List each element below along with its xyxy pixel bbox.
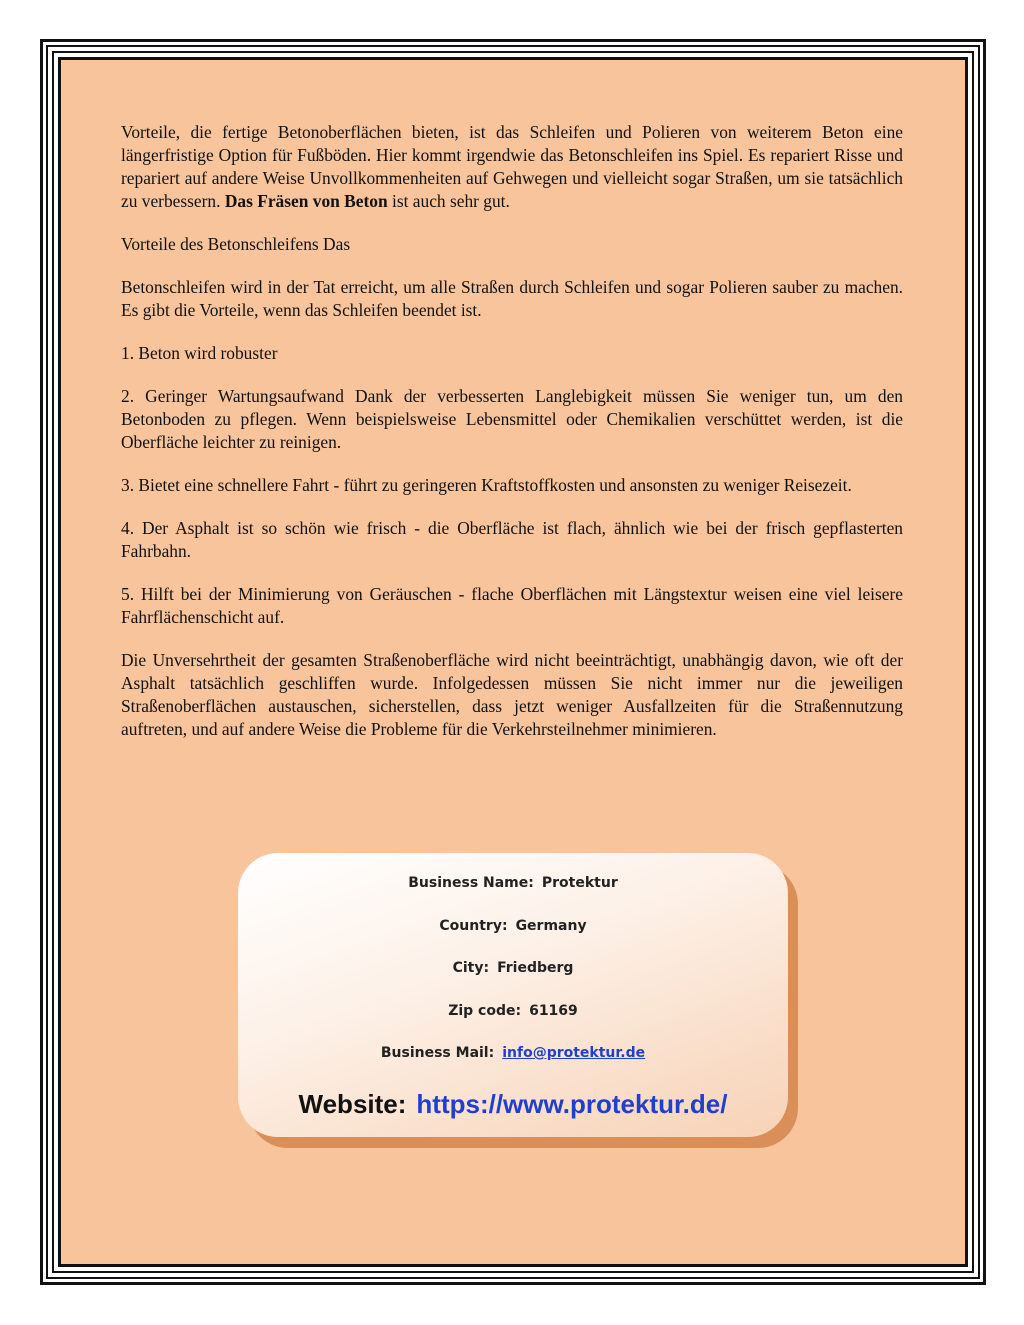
city-label: City: [452,960,490,976]
business-name-row [238,875,788,891]
website-label: Website: [298,1089,407,1119]
contact-card [238,853,788,1137]
business-name-value: Protektur [541,875,618,891]
article-body [121,121,903,761]
country-label: Country: [439,918,508,934]
website-link[interactable]: https://www.protektur.de/ [416,1089,728,1119]
zip-value: 61169 [529,1003,578,1019]
paragraph-intro-text: Vorteile, die fertige Betonoberflächen bieten, ist das Schleifen und Polieren von weiterem Beton eine längerfristige Option für Fußböden. Hier kommt irgendwie das Betonschleifen ins Spiel. Es repariert Risse und repariert auf andere Weise Unvollkommenheiten auf Gehwegen und vielleicht sogar Straßen, um sie tatsächlich zu verbessern. [121,122,903,211]
mail-row [238,1045,788,1061]
zip-row [238,1003,788,1019]
benefit-2: 2. Geringer Wartungsaufwand Dank der verbesserten Langlebigkeit müssen Sie weniger tun, um den Betonboden zu pflegen. Wenn beispielsweise Lebensmittel oder Chemikalien verschüttet werden, ist die Oberfläche leichter zu reinigen. [121,386,903,452]
benefit-4: 4. Der Asphalt ist so schön wie frisch - die Oberfläche ist flach, ähnlich wie bei der frisch gepflasterten Fahrbahn. [121,518,903,561]
city-row [238,960,788,976]
mail-link[interactable]: info@protektur.de [502,1045,646,1061]
paragraph-conclusion: Die Unversehrtheit der gesamten Straßenoberfläche wird nicht beeinträchtigt, unabhängig davon, wie oft der Asphalt tatsächlich geschliffen wurde. Infolgedessen müssen Sie nicht immer nur die jeweiligen Straßenoberflächen austauschen, sicherstellen, dass jetzt weniger Ausfallzeiten für die Straßennutzung auftreten, und auf andere Weise die Probleme für die Verkehrsteilnehmer minimieren. [121,650,903,739]
city-value: Friedberg [497,960,574,976]
paragraph-intro-tail: ist auch sehr gut. [392,191,510,211]
country-value: Germany [515,918,587,934]
paragraph-heading: Vorteile des Betonschleifens Das [121,234,351,254]
mail-label: Business Mail: [380,1045,495,1061]
paragraph-grinding: Betonschleifen wird in der Tat erreicht, um alle Straßen durch Schleifen und sogar Polieren sauber zu machen. Es gibt die Vorteile, wenn das Schleifen beendet ist. [121,277,903,320]
benefit-1: 1. Beton wird robuster [121,343,278,363]
paragraph-intro-bold: Das Fräsen von Beton [224,191,388,211]
benefit-3: 3. Bietet eine schnellere Fahrt - führt zu geringeren Kraftstoffkosten und ansonsten zu weniger Reisezeit. [121,475,852,495]
paragraph-intro [121,121,903,213]
website-row [238,1089,788,1120]
benefit-5: 5. Hilft bei der Minimierung von Geräuschen - flache Oberflächen mit Längstextur weisen eine viel leisere Fahrflächenschicht auf. [121,584,903,627]
zip-label: Zip code: [448,1003,522,1019]
country-row [238,918,788,934]
business-name-label: Business Name: [408,875,534,891]
